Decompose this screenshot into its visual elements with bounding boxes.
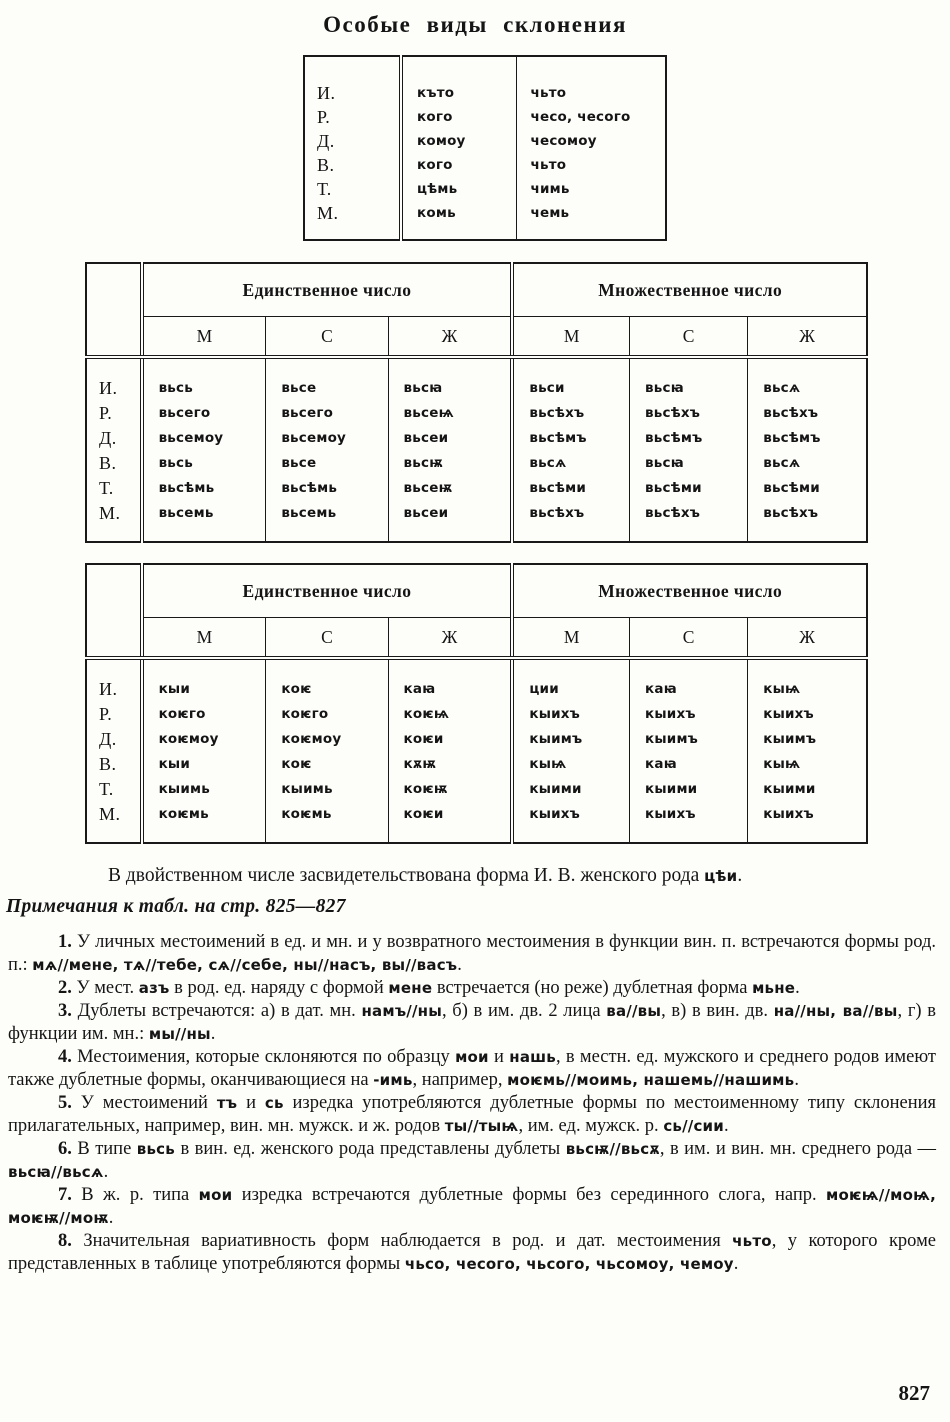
singular-header: Единственное число xyxy=(142,564,513,618)
kto-chto-table xyxy=(303,55,667,241)
note-text: . xyxy=(737,865,743,886)
notes-heading: Примечания к табл. на стр. 825—827 xyxy=(6,896,346,917)
note-text: . xyxy=(723,1116,729,1136)
declension-form: кыѩ xyxy=(748,658,867,702)
declension-form: вьсеѩ xyxy=(388,401,512,426)
declension-form: кыимъ xyxy=(512,727,629,752)
declension-form: коѥмоу xyxy=(266,727,388,752)
note-paragraph xyxy=(8,1230,936,1276)
declension-form: вьсѣмь xyxy=(142,476,266,501)
ocs-form: азъ xyxy=(138,979,170,997)
declension-form: коѥѭ xyxy=(388,777,512,802)
case-label: В. xyxy=(99,754,117,774)
declension-form: кыимъ xyxy=(748,727,867,752)
note-text: и xyxy=(488,1047,510,1067)
table-row xyxy=(86,702,867,727)
note-number: 8. xyxy=(58,1231,84,1251)
case-label: Т. xyxy=(99,478,114,498)
declension-form: каꙗ xyxy=(388,658,512,702)
note-text: . xyxy=(210,1024,216,1044)
gender-header-row xyxy=(86,618,867,659)
note-text: , г) в функции им. мн.: xyxy=(8,1001,937,1044)
declension-form: вьсего xyxy=(266,401,388,426)
table-row xyxy=(86,401,867,426)
declension-form: коѥмоу xyxy=(142,727,266,752)
note-text: . xyxy=(108,1208,114,1228)
ocs-form: намъ//ны xyxy=(361,1002,442,1020)
note-paragraph xyxy=(8,1184,936,1230)
note-number: 1. xyxy=(58,932,77,952)
case-label: М. xyxy=(99,804,121,824)
table-row xyxy=(86,777,867,802)
declension-form: коѥѩ xyxy=(388,702,512,727)
declension-form: кыихъ xyxy=(512,702,629,727)
declension-form: кыихъ xyxy=(630,802,748,843)
gender-header: С xyxy=(266,317,388,358)
note-paragraph xyxy=(8,1000,936,1046)
note-text: Дублеты встречаются: а) в дат. мн. xyxy=(77,1001,362,1021)
declension-form: кыимь xyxy=(142,777,266,802)
note-text: , б) в им. дв. 2 лица xyxy=(441,1001,607,1021)
declension-form: коѥи xyxy=(388,802,512,843)
ocs-form: цѣи xyxy=(704,867,738,885)
table-row xyxy=(86,501,867,542)
table-row xyxy=(304,129,666,153)
note-paragraph xyxy=(8,1046,936,1092)
vsi-table-body xyxy=(86,357,867,542)
ocs-form: моѥѩ//моѩ, моѥѭ//моѭ xyxy=(8,1186,937,1227)
kto-form: комоу xyxy=(401,129,516,153)
declension-form: вьсѣхъ xyxy=(748,501,867,542)
declension-form: вьсѣхъ xyxy=(630,401,748,426)
gender-header: Ж xyxy=(748,317,867,358)
table-row xyxy=(86,451,867,476)
note-text: . xyxy=(457,955,462,975)
gender-header: С xyxy=(266,618,388,659)
note-paragraph xyxy=(8,931,936,977)
chto-form: чемь xyxy=(516,201,666,240)
declension-form: коѥго xyxy=(142,702,266,727)
gender-header: С xyxy=(630,317,748,358)
note-text: в род. ед. наряду с формой xyxy=(169,978,389,998)
declension-form: каꙗ xyxy=(630,752,748,777)
declension-form: кыѩ xyxy=(748,752,867,777)
kto-form: къто xyxy=(401,56,516,105)
note-text: . xyxy=(795,978,800,998)
declension-form: вьсь xyxy=(142,451,266,476)
kto-form: цѣмь xyxy=(401,177,516,201)
note-text: В двойственном числе засвидетельствована форма И. В. женского рода xyxy=(108,865,705,886)
declension-form: вьсѭ xyxy=(388,451,512,476)
gender-header: М xyxy=(142,317,266,358)
vsi-declension-table xyxy=(85,262,868,543)
declension-form: кыихъ xyxy=(748,702,867,727)
declension-form: кыихъ xyxy=(512,802,629,843)
gender-header: М xyxy=(142,618,266,659)
table-row xyxy=(86,727,867,752)
note-text: встречается (но реже) дублетная форма xyxy=(432,978,753,998)
declension-form: вьсѧ xyxy=(748,357,867,401)
corner-cell xyxy=(86,263,142,357)
declension-form: вьсѣми xyxy=(748,476,867,501)
note-text: . xyxy=(733,1254,739,1274)
case-label: Р. xyxy=(99,403,113,423)
chto-form: чимь xyxy=(516,177,666,201)
declension-form: вьсемь xyxy=(266,501,388,542)
case-label: И. xyxy=(99,378,118,398)
table-row xyxy=(304,201,666,240)
declension-form: вьсеи xyxy=(388,426,512,451)
note-text: , в им. и вин. мн. среднего рода — xyxy=(659,1139,937,1159)
declension-form: кыихъ xyxy=(630,702,748,727)
case-label: И. xyxy=(317,83,336,103)
declension-form: вьсе xyxy=(266,357,388,401)
note-number: 3. xyxy=(58,1001,78,1021)
ocs-form: на//ны, ва//вы xyxy=(773,1002,898,1020)
singular-header: Единственное число xyxy=(142,263,513,317)
declension-form: вьсѣмъ xyxy=(512,426,629,451)
plural-header: Множественное число xyxy=(512,263,867,317)
table-row xyxy=(86,426,867,451)
note-number: 6. xyxy=(58,1139,78,1159)
declension-form: ции xyxy=(512,658,629,702)
note-paragraph xyxy=(8,1092,936,1138)
ocs-form: чьсо, чесого, чьсого, чьсомоу, чемоу xyxy=(404,1255,734,1273)
note-number: 7. xyxy=(58,1185,82,1205)
declension-form: кыихъ xyxy=(748,802,867,843)
gender-header: М xyxy=(512,317,629,358)
declension-form: кыими xyxy=(748,777,867,802)
table-row xyxy=(304,105,666,129)
kto-chto-body xyxy=(304,56,666,240)
gender-header: Ж xyxy=(748,618,867,659)
ocs-form: сь//сии xyxy=(663,1117,724,1135)
declension-form: вьсеѭ xyxy=(388,476,512,501)
case-label: Т. xyxy=(317,179,332,199)
kto-form: кого xyxy=(401,153,516,177)
declension-form: вьсѣмъ xyxy=(748,426,867,451)
case-label: Д. xyxy=(99,428,117,448)
page-title: Особые виды склонения xyxy=(323,12,627,37)
declension-form: вьсь xyxy=(142,357,266,401)
note-text: У мест. xyxy=(76,978,139,998)
ocs-form: вьсь xyxy=(136,1140,175,1158)
case-label: Р. xyxy=(317,107,331,127)
declension-form: вьсѣми xyxy=(630,476,748,501)
gender-header-row xyxy=(86,317,867,358)
declension-form: вьсꙗ xyxy=(630,451,748,476)
note-text: В типе xyxy=(77,1139,137,1159)
case-label: М. xyxy=(317,203,339,223)
table-row xyxy=(86,357,867,401)
note-number: 4. xyxy=(58,1047,78,1067)
note-number: 2. xyxy=(58,978,77,998)
ocs-form: мене xyxy=(388,979,433,997)
declension-form: вьсѣхъ xyxy=(512,401,629,426)
note-text: У личных местоимений в ед. и мн. и у возвратного местоимения в функции вин. п. встречаются формы род. п.: xyxy=(8,932,936,975)
chto-form: чесомоу xyxy=(516,129,666,153)
case-label: Р. xyxy=(99,704,113,724)
ocs-form: мѧ//мене, тѧ//тебе, сѧ//себе, ны//насъ, вы//васъ xyxy=(32,956,458,974)
declension-form: вьсего xyxy=(142,401,266,426)
note-text: Значительная вариативность форм наблюдается в род. и дат. местоимения xyxy=(83,1231,733,1251)
group-header-row xyxy=(86,263,867,317)
declension-form: кыѩ xyxy=(512,752,629,777)
ocs-form: моѥмь//моимь, нашемь//нашимь xyxy=(507,1071,795,1089)
table-row xyxy=(86,658,867,702)
declension-form: вьсе xyxy=(266,451,388,476)
declension-form: вьсѣми xyxy=(512,476,629,501)
note-number: 5. xyxy=(58,1093,81,1113)
gender-header: Ж xyxy=(388,317,512,358)
declension-form: вьсꙗ xyxy=(630,357,748,401)
chto-form: чесо, чесого xyxy=(516,105,666,129)
note-text: . xyxy=(794,1070,799,1090)
table-row xyxy=(304,153,666,177)
ocs-form: мьне xyxy=(752,979,796,997)
note-text: изредка встречаются дублетные формы без серединного слога, напр. xyxy=(232,1185,826,1205)
page-number: 827 xyxy=(898,1381,930,1405)
declension-form: кыими xyxy=(630,777,748,802)
ocs-form: нашь xyxy=(509,1048,556,1066)
declension-form: каꙗ xyxy=(630,658,748,702)
ocs-form: чьто xyxy=(732,1232,772,1250)
declension-form: вьсѣмь xyxy=(266,476,388,501)
declension-form: вьсемь xyxy=(142,501,266,542)
notes-list xyxy=(0,931,950,1276)
note-text: , им. ед. мужск. р. xyxy=(518,1116,664,1136)
note-text: , у которого кроме представленных в таблице употребляются формы xyxy=(8,1231,936,1274)
declension-form: кѫѭ xyxy=(388,752,512,777)
gender-header: М xyxy=(512,618,629,659)
declension-form: вьсѧ xyxy=(512,451,629,476)
table-row xyxy=(86,476,867,501)
table-row xyxy=(86,752,867,777)
chto-form: чьто xyxy=(516,153,666,177)
note-paragraph xyxy=(8,977,936,1000)
note-text: . xyxy=(103,1162,109,1182)
note-paragraph xyxy=(8,1138,936,1184)
table-row xyxy=(304,177,666,201)
declension-form: кыимъ xyxy=(630,727,748,752)
gender-header: Ж xyxy=(388,618,512,659)
declension-form: вьсѣмъ xyxy=(630,426,748,451)
kyi-declension-table xyxy=(85,563,868,844)
declension-form: вьсѣхъ xyxy=(512,501,629,542)
kto-form: кого xyxy=(401,105,516,129)
case-label: Д. xyxy=(317,131,335,151)
case-label: В. xyxy=(317,155,335,175)
ocs-form: мы//ны xyxy=(148,1025,211,1043)
note-text: , например, xyxy=(412,1070,508,1090)
dual-number-note xyxy=(64,862,878,890)
plural-header: Множественное число xyxy=(512,564,867,618)
case-label: И. xyxy=(99,679,118,699)
kyi-table-body xyxy=(86,658,867,843)
note-text: В ж. р. типа xyxy=(81,1185,199,1205)
note-text: У местоимений xyxy=(80,1093,217,1113)
declension-form: коѥмь xyxy=(266,802,388,843)
declension-form: вьсѣхъ xyxy=(630,501,748,542)
declension-form: коѥ xyxy=(266,752,388,777)
declension-form: вьсемоу xyxy=(142,426,266,451)
book-page xyxy=(0,12,950,1422)
corner-cell xyxy=(86,564,142,658)
ocs-form: ва//вы xyxy=(606,1002,662,1020)
declension-form: вьсꙗ xyxy=(388,357,512,401)
case-label: Т. xyxy=(99,779,114,799)
table-row xyxy=(86,802,867,843)
declension-form: вьсемоу xyxy=(266,426,388,451)
ocs-form: мои xyxy=(455,1048,489,1066)
declension-form: кыи xyxy=(142,752,266,777)
ocs-form: мои xyxy=(198,1186,233,1204)
declension-form: коѥго xyxy=(266,702,388,727)
note-text: , в местн. ед. мужского и среднего родов имеют также дублетные формы, оканчивающиеся на xyxy=(8,1047,937,1090)
declension-form: вьсѣхъ xyxy=(748,401,867,426)
ocs-form: сь xyxy=(264,1094,284,1112)
note-text: и xyxy=(237,1093,265,1113)
ocs-form: тъ xyxy=(216,1094,238,1112)
note-text: в вин. ед. женского рода представлены дублеты xyxy=(174,1139,566,1159)
note-text: изредка употребляются дублетные формы по местоименному типу склонения прилагательных, например, вин. мн. мужск. и ж. родов xyxy=(8,1093,936,1136)
declension-form: кыими xyxy=(512,777,629,802)
ocs-form: -имь xyxy=(373,1071,413,1089)
case-label: М. xyxy=(99,503,121,523)
kto-form: комь xyxy=(401,201,516,240)
declension-form: коѥ xyxy=(266,658,388,702)
note-text: , в) в вин. дв. xyxy=(661,1001,774,1021)
ocs-form: ты//тыѩ xyxy=(444,1117,519,1135)
case-label: В. xyxy=(99,453,117,473)
declension-form: коѥмь xyxy=(142,802,266,843)
declension-form: вьсеи xyxy=(388,501,512,542)
gender-header: С xyxy=(630,618,748,659)
declension-form: коѥи xyxy=(388,727,512,752)
table-row xyxy=(304,56,666,105)
declension-form: кыи xyxy=(142,658,266,702)
declension-form: вьси xyxy=(512,357,629,401)
group-header-row xyxy=(86,564,867,618)
declension-form: вьсѧ xyxy=(748,451,867,476)
case-label: Д. xyxy=(99,729,117,749)
ocs-form: вьсꙗ//вьсѧ xyxy=(8,1163,104,1181)
chto-form: чьто xyxy=(516,56,666,105)
declension-form: кыимь xyxy=(266,777,388,802)
note-text: Местоимения, которые склоняются по образцу xyxy=(77,1047,456,1067)
ocs-form: вьсѭ//вьсѫ xyxy=(565,1140,660,1158)
